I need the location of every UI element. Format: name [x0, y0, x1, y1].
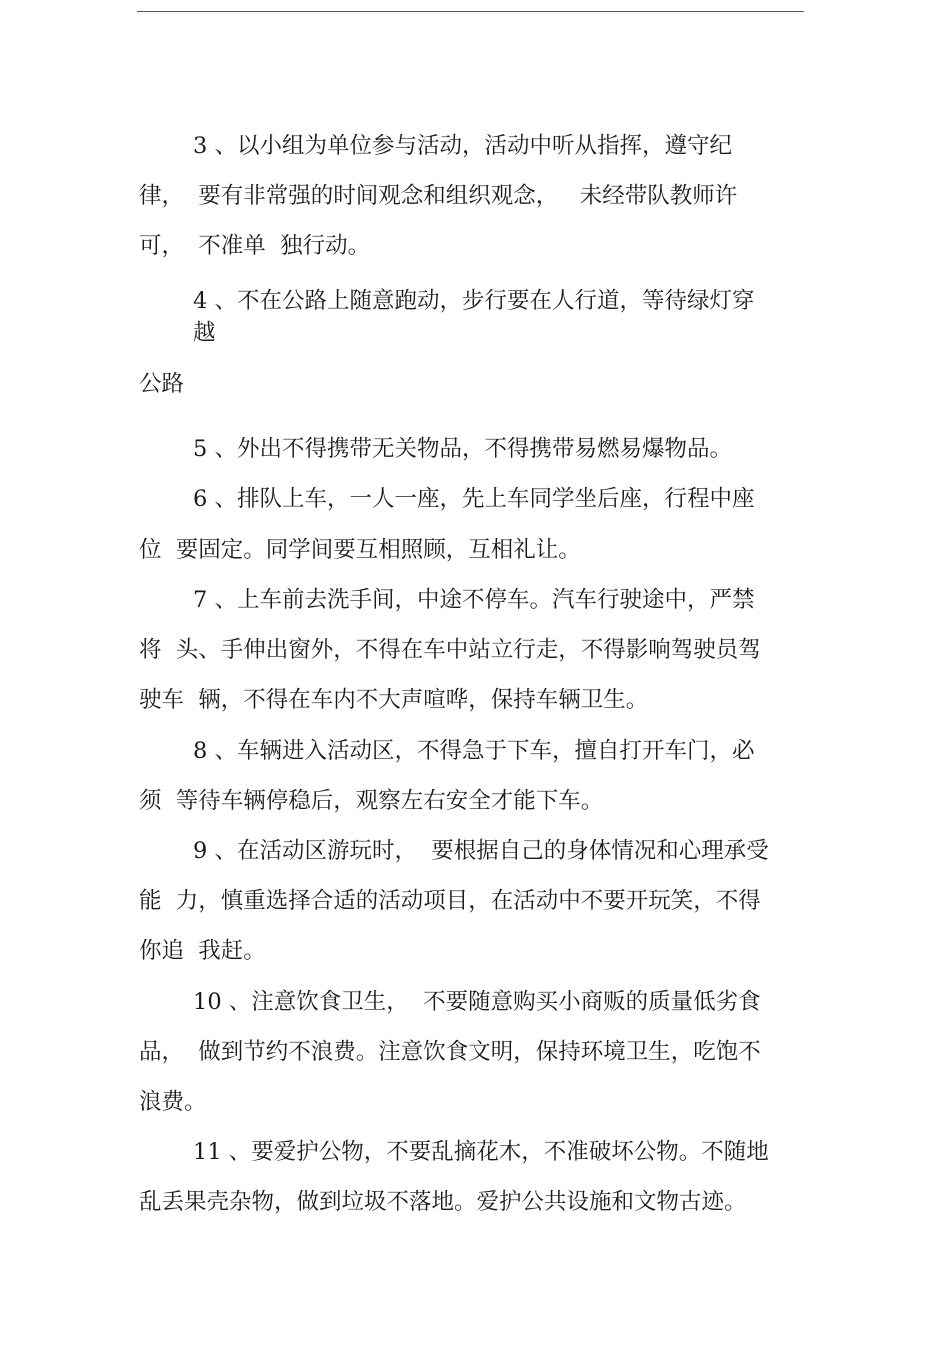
text-line: 乱丢果壳杂物，做到垃圾不落地。爱护公共设施和文物古迹。	[139, 1189, 747, 1215]
text-line: 5 、外出不得携带无关物品，不得携带易燃易爆物品。	[193, 436, 732, 462]
text-line: 能 力，慎重选择合适的活动项目，在活动中不要开玩笑，不得	[139, 888, 761, 914]
text-line: 须 等待车辆停稳后，观察左右安全才能下车。	[139, 788, 604, 814]
text-line: 4 、不在公路上随意跑动，步行要在人行道，等待绿灯穿	[193, 288, 755, 314]
text-line: 位 要固定。同学间要互相照顾，互相礼让。	[139, 537, 581, 563]
text-line: 驶车 辆，不得在车内不大声喧哗，保持车辆卫生。	[139, 687, 649, 713]
text-line: 浪费。	[139, 1089, 207, 1115]
text-line: 品， 做到节约不浪费。注意饮食文明，保持环境卫生，吃饱不	[139, 1039, 761, 1065]
text-line: 越	[193, 320, 216, 346]
text-line: 7 、上车前去洗手间，中途不停车。汽车行驶途中，严禁	[193, 587, 755, 613]
text-line: 公路	[139, 371, 185, 397]
text-line: 可， 不准单 独行动。	[139, 233, 371, 259]
header-rule	[137, 11, 804, 12]
text-line: 3 、以小组为单位参与活动，活动中听从指挥，遵守纪	[193, 133, 732, 159]
text-line: 11 、要爱护公物，不要乱摘花木，不准破坏公物。不随地	[193, 1139, 769, 1165]
text-line: 10 、注意饮食卫生， 不要随意购买小商贩的质量低劣食	[193, 989, 761, 1015]
text-line: 将 头、手伸出窗外，不得在车中站立行走，不得影响驾驶员驾	[139, 637, 761, 663]
text-line: 9 、在活动区游玩时， 要根据自己的身体情况和心理承受	[193, 838, 769, 864]
text-line: 你追 我赶。	[139, 938, 266, 964]
text-line: 6 、排队上车，一人一座，先上车同学坐后座，行程中座	[193, 486, 755, 512]
text-line: 律， 要有非常强的时间观念和组织观念， 未经带队教师许	[139, 183, 738, 209]
text-line: 8 、车辆进入活动区，不得急于下车，擅自打开车门，必	[193, 738, 755, 764]
